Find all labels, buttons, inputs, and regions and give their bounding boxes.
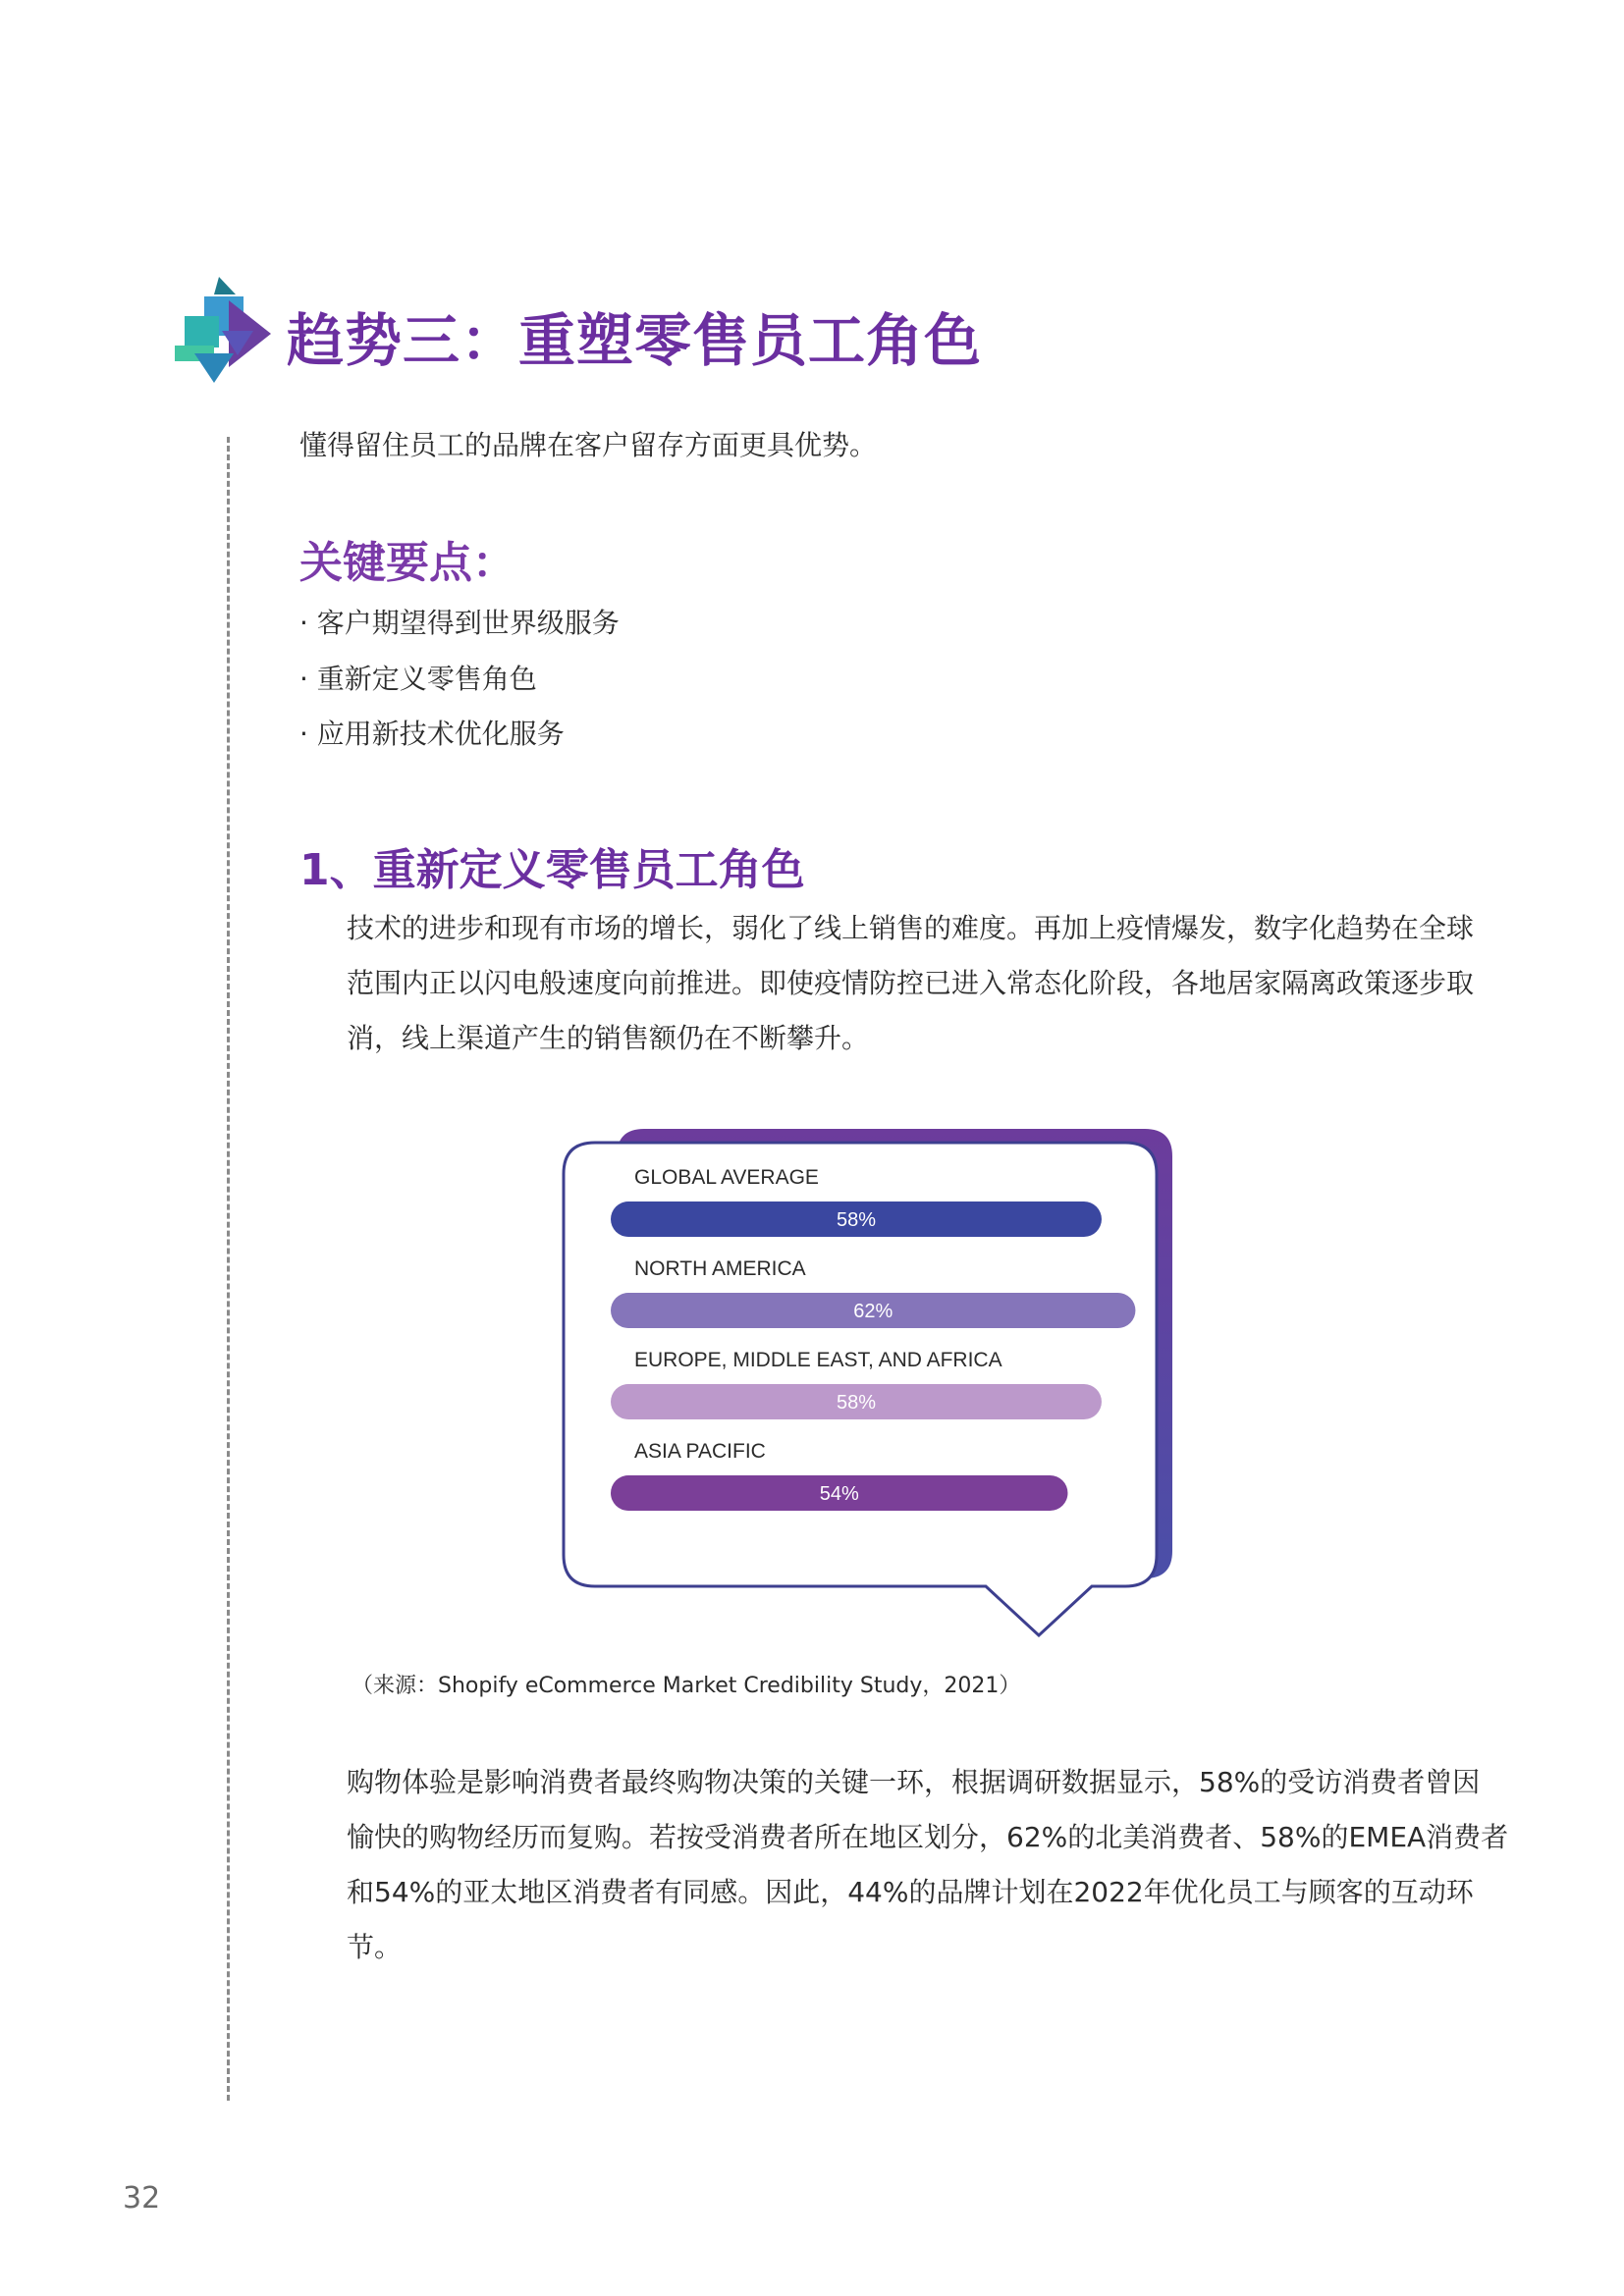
regional-bar-chart xyxy=(556,1129,1180,1639)
bar-value-label: 62% xyxy=(853,1301,893,1322)
paragraph-line: 消，线上渠道产生的销售额仍在不断攀升。 xyxy=(347,1022,870,1054)
page-subtitle: 懂得留住员工的品牌在客户留存方面更具优势。 xyxy=(299,429,878,461)
bar-value-label: 58% xyxy=(836,1209,876,1231)
key-point-item: · 应用新技术优化服务 xyxy=(299,718,565,750)
bar-value-label: 54% xyxy=(819,1483,859,1505)
paragraph-line: 愉快的购物经历而复购。若按受消费者所在地区划分，62%的北美消费者、58%的EMEA消费者 xyxy=(347,1821,1509,1853)
key-point-item: · 重新定义零售角色 xyxy=(299,663,537,695)
bar-category-label: GLOBAL AVERAGE xyxy=(634,1166,819,1189)
paragraph-line: 节。 xyxy=(347,1931,403,1963)
page-number: 32 xyxy=(123,2181,161,2216)
paragraph-line: 和54%的亚太地区消费者有同感。因此，44%的品牌计划在2022年优化员工与顾客的互动环 xyxy=(347,1876,1474,1908)
section-heading: 1、重新定义零售员工角色 xyxy=(299,845,805,895)
section-divider-line xyxy=(227,437,230,2101)
key-point-item: · 客户期望得到世界级服务 xyxy=(299,607,620,639)
section-paragraph xyxy=(347,901,1475,1066)
bar-value-label: 58% xyxy=(836,1392,876,1414)
chart-source-note: （来源：Shopify eCommerce Market Credibility Study，2021） xyxy=(352,1674,1021,1698)
bar-category-label: EUROPE, MIDDLE EAST, AND AFRICA xyxy=(634,1349,1002,1371)
key-points-heading: 关键要点： xyxy=(299,538,515,588)
page-title: 趋势三：重塑零售员工角色 xyxy=(287,307,983,374)
paragraph-line: 技术的进步和现有市场的增长，弱化了线上销售的难度。再加上疫情爆发，数字化趋势在全球 xyxy=(347,912,1475,944)
closing-paragraph xyxy=(347,1755,1509,1975)
bar-category-label: NORTH AMERICA xyxy=(634,1257,806,1280)
paragraph-line: 购物体验是影响消费者最终购物决策的关键一环，根据调研数据显示，58%的受访消费者曾因 xyxy=(347,1766,1481,1798)
trend-logo-icon xyxy=(175,277,273,385)
paragraph-line: 范围内正以闪电般速度向前推进。即使疫情防控已进入常态化阶段，各地居家隔离政策逐步取 xyxy=(347,967,1475,999)
bar-category-label: ASIA PACIFIC xyxy=(634,1440,766,1463)
